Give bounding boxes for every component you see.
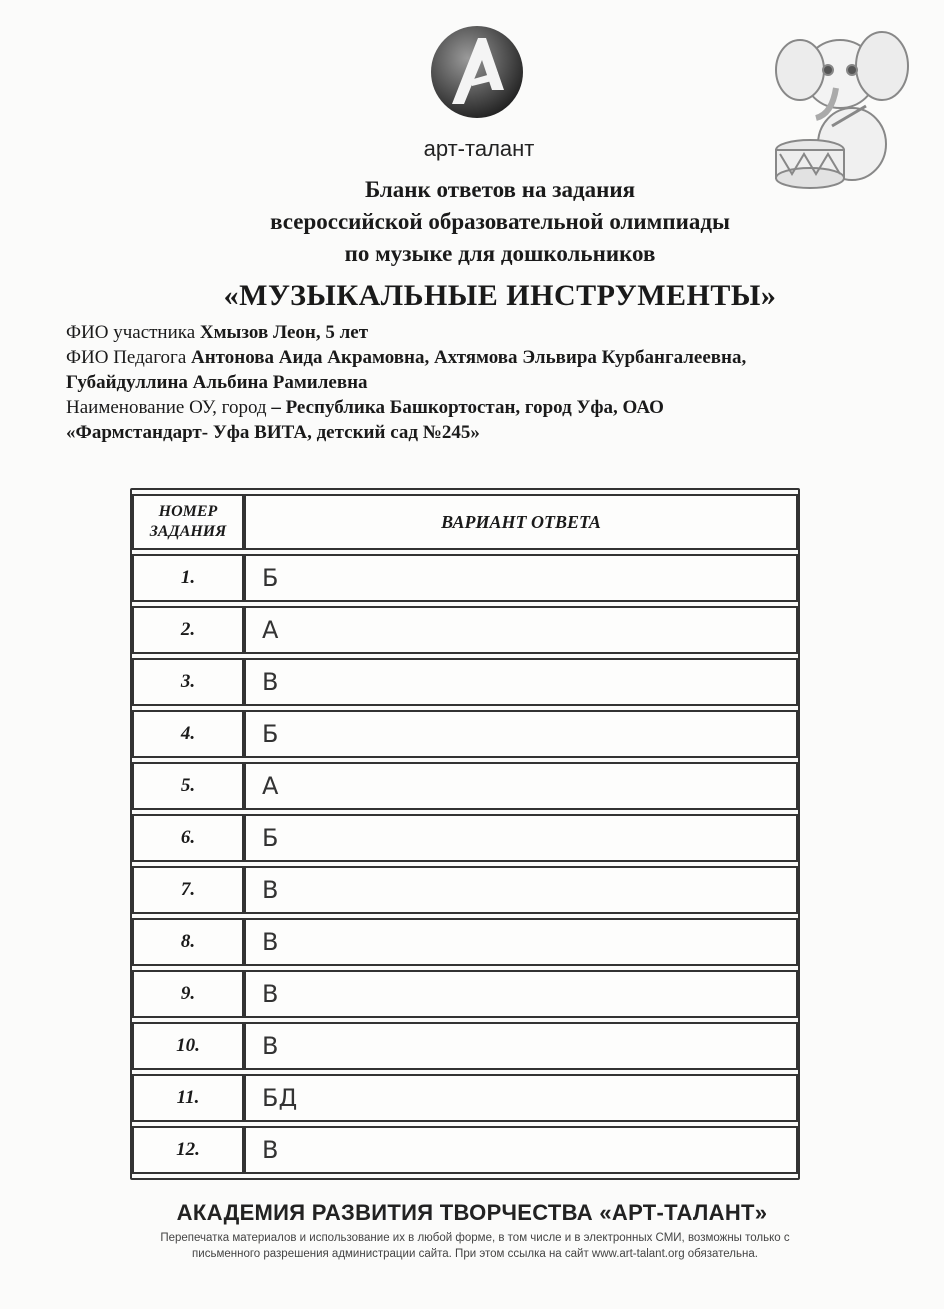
teacher-label: ФИО Педагога bbox=[66, 347, 187, 368]
table-row bbox=[132, 762, 798, 810]
footer-note bbox=[100, 1230, 850, 1262]
title-block bbox=[60, 174, 940, 318]
answer-cell bbox=[244, 658, 798, 706]
task-number: 10. bbox=[132, 1022, 244, 1070]
school-line bbox=[66, 395, 906, 420]
table-row bbox=[132, 710, 798, 758]
handwritten-answer: В bbox=[262, 1032, 279, 1060]
answer-cell bbox=[244, 814, 798, 862]
olympiad-title: «МУЗЫКАЛЬНЫЕ ИНСТРУМЕНТЫ» bbox=[223, 279, 777, 312]
answer-cell bbox=[244, 1074, 798, 1122]
header-num-line-1: НОМЕР bbox=[158, 503, 218, 520]
answer-cell bbox=[244, 1022, 798, 1070]
handwritten-answer: Б bbox=[262, 720, 279, 748]
task-number: 6. bbox=[132, 814, 244, 862]
handwritten-answer: А bbox=[262, 616, 279, 644]
table-row bbox=[132, 658, 798, 706]
school-line-2 bbox=[66, 420, 906, 445]
handwritten-answer: В bbox=[262, 928, 279, 956]
footer-note-line-1: Перепечатка материалов и использование их в любой форме, в том числе и в электронных СМИ, возможны только с bbox=[160, 1232, 790, 1244]
task-number: 4. bbox=[132, 710, 244, 758]
header-answer: ВАРИАНТ ОТВЕТА bbox=[244, 494, 798, 550]
task-number: 5. bbox=[132, 762, 244, 810]
task-number: 2. bbox=[132, 606, 244, 654]
logo-text: арт-талант bbox=[423, 136, 535, 161]
teacher-value-2: Губайдуллина Альбина Рамилевна bbox=[66, 372, 368, 393]
school-value-1: – Республика Башкортостан, город Уфа, ОАО bbox=[271, 397, 664, 418]
task-number: 1. bbox=[132, 554, 244, 602]
answer-cell bbox=[244, 606, 798, 654]
table-header-row bbox=[132, 494, 798, 550]
task-number: 8. bbox=[132, 918, 244, 966]
answer-cell bbox=[244, 970, 798, 1018]
table-row bbox=[132, 866, 798, 914]
task-number: 3. bbox=[132, 658, 244, 706]
handwritten-answer: В bbox=[262, 876, 279, 904]
table-row bbox=[132, 554, 798, 602]
task-number: 12. bbox=[132, 1126, 244, 1174]
table-row bbox=[132, 1022, 798, 1070]
answer-cell bbox=[244, 554, 798, 602]
handwritten-answer: Б bbox=[262, 564, 279, 592]
participant-line bbox=[66, 320, 906, 345]
footer-note-line-2: письменного разрешения администрации сайта. При этом ссылка на сайт www.art-talant.org обязательна. bbox=[192, 1248, 758, 1260]
handwritten-answer: В bbox=[262, 1136, 279, 1164]
handwritten-answer: В bbox=[262, 668, 279, 696]
handwritten-answer: Б bbox=[262, 824, 279, 852]
answer-cell bbox=[244, 762, 798, 810]
answer-cell bbox=[244, 866, 798, 914]
title-line-2: всероссийской образовательной олимпиады bbox=[270, 209, 730, 234]
art-talant-logo-icon bbox=[412, 22, 542, 122]
teacher-line bbox=[66, 345, 906, 370]
table-row bbox=[132, 1126, 798, 1174]
task-number: 11. bbox=[132, 1074, 244, 1122]
elephant-drum-icon bbox=[762, 14, 912, 194]
handwritten-answer: БД bbox=[262, 1084, 298, 1112]
answer-cell bbox=[244, 710, 798, 758]
participant-value: Хмызов Леон, 5 лет bbox=[199, 322, 369, 343]
answer-cell bbox=[244, 918, 798, 966]
task-number: 9. bbox=[132, 970, 244, 1018]
header-task-number bbox=[132, 494, 244, 550]
school-value-2: «Фармстандарт- Уфа ВИТА, детский сад №245» bbox=[66, 422, 480, 443]
table-row bbox=[132, 814, 798, 862]
handwritten-answer: В bbox=[262, 980, 279, 1008]
teacher-value-1: Антонова Аида Акрамовна, Ахтямова Эльвира Курбангалеевна, bbox=[191, 347, 747, 368]
task-number: 7. bbox=[132, 866, 244, 914]
table-row bbox=[132, 1074, 798, 1122]
header-num-line-2: ЗАДАНИЯ bbox=[149, 523, 227, 540]
table-row bbox=[132, 606, 798, 654]
handwritten-answer: А bbox=[262, 772, 279, 800]
answer-cell bbox=[244, 1126, 798, 1174]
table-row bbox=[132, 970, 798, 1018]
footer-title: АКАДЕМИЯ РАЗВИТИЯ ТВОРЧЕСТВА «АРТ-ТАЛАНТ» bbox=[176, 1200, 768, 1225]
participant-info bbox=[66, 320, 906, 445]
teacher-line-2 bbox=[66, 370, 906, 395]
participant-label: ФИО участника bbox=[66, 322, 196, 343]
table-row bbox=[132, 918, 798, 966]
title-line-3: по музыке для дошкольников bbox=[344, 241, 656, 266]
answers-table bbox=[130, 488, 800, 1180]
title-line-1: Бланк ответов на задания bbox=[364, 177, 636, 202]
school-label: Наименование ОУ, город bbox=[66, 397, 267, 418]
